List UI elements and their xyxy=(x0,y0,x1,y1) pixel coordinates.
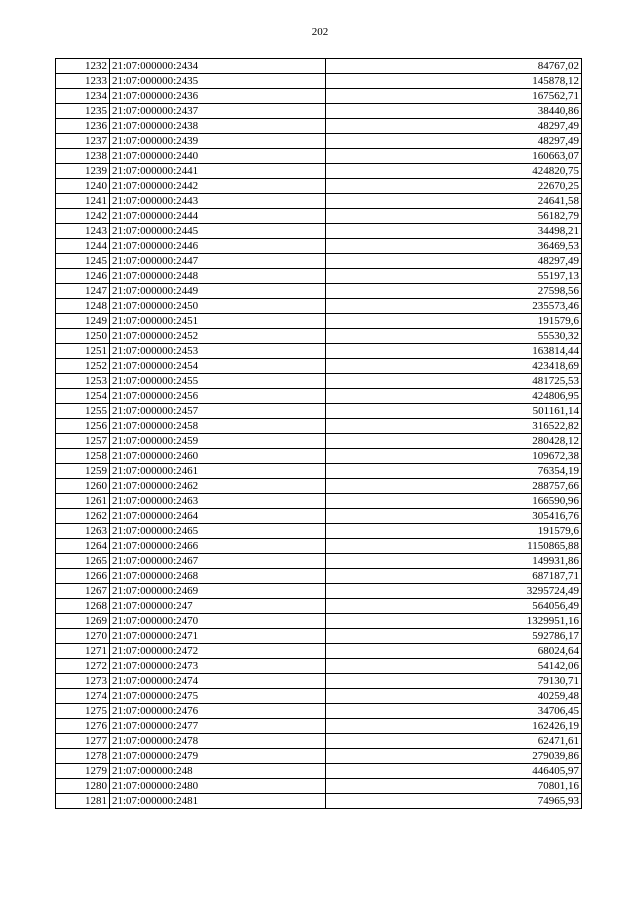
row-number: 1250 xyxy=(56,329,110,344)
row-number: 1275 xyxy=(56,704,110,719)
table-row xyxy=(56,209,582,224)
row-number: 1240 xyxy=(56,179,110,194)
cadastral-number: 21:07:000000:2472 xyxy=(110,644,326,659)
row-number: 1271 xyxy=(56,644,110,659)
cadastral-number: 21:07:000000:2450 xyxy=(110,299,326,314)
cadastral-number: 21:07:000000:2468 xyxy=(110,569,326,584)
cadastral-number: 21:07:000000:2448 xyxy=(110,269,326,284)
row-number: 1252 xyxy=(56,359,110,374)
row-number: 1255 xyxy=(56,404,110,419)
row-number: 1243 xyxy=(56,224,110,239)
table-row xyxy=(56,539,582,554)
cadastral-value: 235573,46 xyxy=(326,299,582,314)
table-row xyxy=(56,314,582,329)
table-row xyxy=(56,179,582,194)
table-row xyxy=(56,404,582,419)
cadastral-value: 423418,69 xyxy=(326,359,582,374)
row-number: 1238 xyxy=(56,149,110,164)
cadastral-number: 21:07:000000:2453 xyxy=(110,344,326,359)
cadastral-value: 55530,32 xyxy=(326,329,582,344)
cadastral-number: 21:07:000000:2440 xyxy=(110,149,326,164)
table-row xyxy=(56,149,582,164)
table-row xyxy=(56,644,582,659)
row-number: 1254 xyxy=(56,389,110,404)
cadastral-value: 34706,45 xyxy=(326,704,582,719)
cadastral-number: 21:07:000000:2461 xyxy=(110,464,326,479)
table-row xyxy=(56,389,582,404)
cadastral-value: 1329951,16 xyxy=(326,614,582,629)
table-row xyxy=(56,269,582,284)
cadastral-value: 56182,79 xyxy=(326,209,582,224)
cadastral-number: 21:07:000000:2445 xyxy=(110,224,326,239)
cadastral-value: 687187,71 xyxy=(326,569,582,584)
row-number: 1265 xyxy=(56,554,110,569)
row-number: 1232 xyxy=(56,59,110,74)
cadastral-number: 21:07:000000:2438 xyxy=(110,119,326,134)
cadastral-value: 109672,38 xyxy=(326,449,582,464)
cadastral-value: 424806,95 xyxy=(326,389,582,404)
row-number: 1278 xyxy=(56,749,110,764)
table-row xyxy=(56,119,582,134)
cadastral-value: 481725,53 xyxy=(326,374,582,389)
table-row xyxy=(56,494,582,509)
cadastral-number: 21:07:000000:2434 xyxy=(110,59,326,74)
table-row xyxy=(56,734,582,749)
cadastral-number: 21:07:000000:2436 xyxy=(110,89,326,104)
row-number: 1247 xyxy=(56,284,110,299)
cadastral-number: 21:07:000000:2475 xyxy=(110,689,326,704)
table-row xyxy=(56,749,582,764)
cadastral-number: 21:07:000000:2477 xyxy=(110,719,326,734)
cadastral-value: 162426,19 xyxy=(326,719,582,734)
table-row xyxy=(56,614,582,629)
cadastral-value: 40259,48 xyxy=(326,689,582,704)
table-row xyxy=(56,599,582,614)
row-number: 1279 xyxy=(56,764,110,779)
cadastral-number: 21:07:000000:2435 xyxy=(110,74,326,89)
cadastral-value: 564056,49 xyxy=(326,599,582,614)
table-row xyxy=(56,524,582,539)
table-row xyxy=(56,509,582,524)
cadastral-value: 163814,44 xyxy=(326,344,582,359)
cadastral-number: 21:07:000000:2447 xyxy=(110,254,326,269)
table-row xyxy=(56,89,582,104)
table-row xyxy=(56,434,582,449)
table-row xyxy=(56,719,582,734)
row-number: 1257 xyxy=(56,434,110,449)
table-row xyxy=(56,74,582,89)
table-row xyxy=(56,284,582,299)
row-number: 1272 xyxy=(56,659,110,674)
cadastral-value: 74965,93 xyxy=(326,794,582,809)
table-row xyxy=(56,794,582,809)
table-row xyxy=(56,299,582,314)
cadastral-value: 279039,86 xyxy=(326,749,582,764)
cadastral-number: 21:07:000000:2458 xyxy=(110,419,326,434)
cadastral-value: 316522,82 xyxy=(326,419,582,434)
cadastral-number: 21:07:000000:2466 xyxy=(110,539,326,554)
table-row xyxy=(56,674,582,689)
row-number: 1274 xyxy=(56,689,110,704)
cadastral-number: 21:07:000000:2443 xyxy=(110,194,326,209)
row-number: 1269 xyxy=(56,614,110,629)
cadastral-value: 160663,07 xyxy=(326,149,582,164)
table-row xyxy=(56,704,582,719)
cadastral-number: 21:07:000000:2480 xyxy=(110,779,326,794)
cadastral-number: 21:07:000000:2476 xyxy=(110,704,326,719)
cadastral-value: 48297,49 xyxy=(326,119,582,134)
row-number: 1273 xyxy=(56,674,110,689)
cadastral-value: 38440,86 xyxy=(326,104,582,119)
cadastral-number: 21:07:000000:2457 xyxy=(110,404,326,419)
cadastral-number: 21:07:000000:2465 xyxy=(110,524,326,539)
table-row xyxy=(56,194,582,209)
cadastral-value: 305416,76 xyxy=(326,509,582,524)
row-number: 1253 xyxy=(56,374,110,389)
cadastral-value: 22670,25 xyxy=(326,179,582,194)
cadastral-number: 21:07:000000:2449 xyxy=(110,284,326,299)
cadastral-number: 21:07:000000:2464 xyxy=(110,509,326,524)
row-number: 1264 xyxy=(56,539,110,554)
cadastral-number: 21:07:000000:2473 xyxy=(110,659,326,674)
row-number: 1258 xyxy=(56,449,110,464)
cadastral-number: 21:07:000000:2479 xyxy=(110,749,326,764)
table-row xyxy=(56,464,582,479)
cadastral-value: 166590,96 xyxy=(326,494,582,509)
cadastral-value: 76354,19 xyxy=(326,464,582,479)
row-number: 1234 xyxy=(56,89,110,104)
table-row xyxy=(56,254,582,269)
row-number: 1266 xyxy=(56,569,110,584)
cadastral-number: 21:07:000000:2441 xyxy=(110,164,326,179)
table-row xyxy=(56,449,582,464)
row-number: 1263 xyxy=(56,524,110,539)
cadastral-number: 21:07:000000:2471 xyxy=(110,629,326,644)
row-number: 1276 xyxy=(56,719,110,734)
cadastral-number: 21:07:000000:2478 xyxy=(110,734,326,749)
page-number: 202 xyxy=(311,26,329,38)
row-number: 1261 xyxy=(56,494,110,509)
cadastral-value: 34498,21 xyxy=(326,224,582,239)
cadastral-number: 21:07:000000:2459 xyxy=(110,434,326,449)
cadastral-number: 21:07:000000:2467 xyxy=(110,554,326,569)
cadastral-value: 54142,06 xyxy=(326,659,582,674)
cadastral-value: 145878,12 xyxy=(326,74,582,89)
cadastral-value: 70801,16 xyxy=(326,779,582,794)
row-number: 1244 xyxy=(56,239,110,254)
table-row xyxy=(56,779,582,794)
table-row xyxy=(56,419,582,434)
cadastral-number: 21:07:000000:2455 xyxy=(110,374,326,389)
cadastral-value: 27598,56 xyxy=(326,284,582,299)
cadastral-value: 84767,02 xyxy=(326,59,582,74)
cadastral-number: 21:07:000000:2462 xyxy=(110,479,326,494)
table-row xyxy=(56,329,582,344)
row-number: 1239 xyxy=(56,164,110,179)
cadastral-value: 288757,66 xyxy=(326,479,582,494)
table-row xyxy=(56,59,582,74)
table-row xyxy=(56,764,582,779)
row-number: 1262 xyxy=(56,509,110,524)
table-row xyxy=(56,164,582,179)
cadastral-value: 592786,17 xyxy=(326,629,582,644)
row-number: 1245 xyxy=(56,254,110,269)
row-number: 1248 xyxy=(56,299,110,314)
table-row xyxy=(56,629,582,644)
row-number: 1236 xyxy=(56,119,110,134)
table-row xyxy=(56,359,582,374)
table-row xyxy=(56,584,582,599)
cadastral-number: 21:07:000000:2463 xyxy=(110,494,326,509)
cadastral-value: 62471,61 xyxy=(326,734,582,749)
row-number: 1259 xyxy=(56,464,110,479)
cadastral-number: 21:07:000000:2452 xyxy=(110,329,326,344)
table-row xyxy=(56,569,582,584)
cadastral-value: 1150865,88 xyxy=(326,539,582,554)
cadastral-value: 3295724,49 xyxy=(326,584,582,599)
row-number: 1233 xyxy=(56,74,110,89)
row-number: 1241 xyxy=(56,194,110,209)
cadastral-number: 21:07:000000:2439 xyxy=(110,134,326,149)
cadastral-number: 21:07:000000:2437 xyxy=(110,104,326,119)
row-number: 1268 xyxy=(56,599,110,614)
cadastral-number: 21:07:000000:2442 xyxy=(110,179,326,194)
cadastral-value: 48297,49 xyxy=(326,254,582,269)
cadastral-value: 424820,75 xyxy=(326,164,582,179)
table-body xyxy=(56,59,582,809)
cadastral-number: 21:07:000000:2446 xyxy=(110,239,326,254)
row-number: 1267 xyxy=(56,584,110,599)
table-row xyxy=(56,374,582,389)
cadastral-number: 21:07:000000:2444 xyxy=(110,209,326,224)
row-number: 1260 xyxy=(56,479,110,494)
table-row xyxy=(56,224,582,239)
row-number: 1256 xyxy=(56,419,110,434)
row-number: 1242 xyxy=(56,209,110,224)
cadastral-value: 501161,14 xyxy=(326,404,582,419)
cadastral-number: 21:07:000000:2470 xyxy=(110,614,326,629)
row-number: 1237 xyxy=(56,134,110,149)
row-number: 1281 xyxy=(56,794,110,809)
cadastral-number: 21:07:000000:2469 xyxy=(110,584,326,599)
cadastral-number: 21:07:000000:247 xyxy=(110,599,326,614)
cadastral-number: 21:07:000000:2474 xyxy=(110,674,326,689)
cadastral-number: 21:07:000000:2481 xyxy=(110,794,326,809)
cadastral-value-table xyxy=(55,58,582,809)
cadastral-number: 21:07:000000:248 xyxy=(110,764,326,779)
cadastral-value: 68024,64 xyxy=(326,644,582,659)
cadastral-value: 191579,6 xyxy=(326,524,582,539)
row-number: 1277 xyxy=(56,734,110,749)
cadastral-value: 149931,86 xyxy=(326,554,582,569)
cadastral-number: 21:07:000000:2456 xyxy=(110,389,326,404)
row-number: 1235 xyxy=(56,104,110,119)
row-number: 1270 xyxy=(56,629,110,644)
row-number: 1246 xyxy=(56,269,110,284)
cadastral-value: 79130,71 xyxy=(326,674,582,689)
row-number: 1251 xyxy=(56,344,110,359)
row-number: 1280 xyxy=(56,779,110,794)
table-row xyxy=(56,134,582,149)
cadastral-number: 21:07:000000:2460 xyxy=(110,449,326,464)
table-row xyxy=(56,239,582,254)
cadastral-value: 280428,12 xyxy=(326,434,582,449)
cadastral-value: 191579,6 xyxy=(326,314,582,329)
row-number: 1249 xyxy=(56,314,110,329)
cadastral-number: 21:07:000000:2454 xyxy=(110,359,326,374)
table-row xyxy=(56,104,582,119)
table-row xyxy=(56,479,582,494)
table-row xyxy=(56,344,582,359)
cadastral-number: 21:07:000000:2451 xyxy=(110,314,326,329)
cadastral-value: 446405,97 xyxy=(326,764,582,779)
cadastral-value: 36469,53 xyxy=(326,239,582,254)
cadastral-value: 167562,71 xyxy=(326,89,582,104)
table-row xyxy=(56,659,582,674)
cadastral-value: 55197,13 xyxy=(326,269,582,284)
cadastral-value: 24641,58 xyxy=(326,194,582,209)
table-row xyxy=(56,554,582,569)
cadastral-value: 48297,49 xyxy=(326,134,582,149)
table-row xyxy=(56,689,582,704)
